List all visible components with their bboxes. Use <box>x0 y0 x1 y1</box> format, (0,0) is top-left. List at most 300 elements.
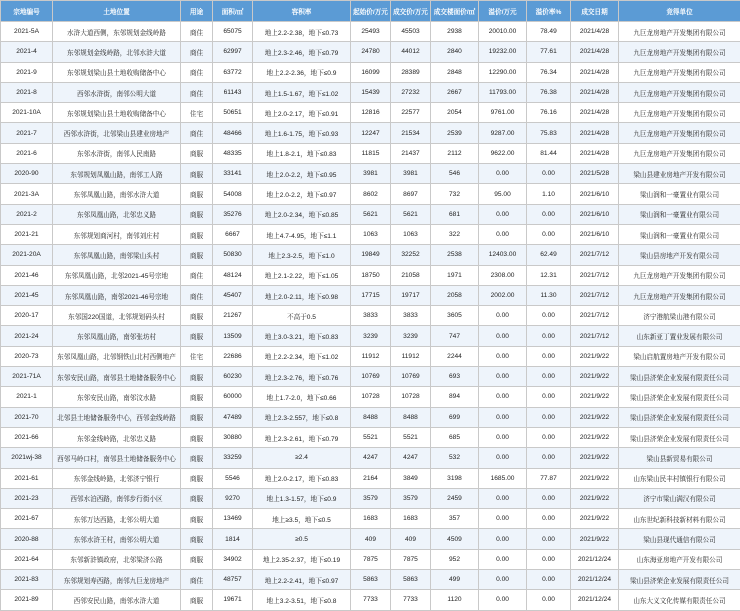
cell-premium-rate: 0.00 <box>527 427 571 447</box>
cell-parcel-id: 2021-66 <box>1 427 53 447</box>
cell-premium: 0.00 <box>479 509 527 529</box>
cell-deal-price: 22577 <box>391 103 431 123</box>
cell-deal-price: 8697 <box>391 184 431 204</box>
cell-usage: 商住 <box>181 570 213 590</box>
cell-area: 21267 <box>213 306 253 326</box>
cell-area: 13469 <box>213 509 253 529</box>
cell-location: 东邻凤凰山路，南邻水浒大道 <box>53 184 181 204</box>
cell-area: 62997 <box>213 42 253 62</box>
cell-winner: 山东世纪新科技新材料有限公司 <box>619 509 740 529</box>
cell-location: 东邻规划凤凰山路，南邻工人路 <box>53 164 181 184</box>
cell-plot-ratio: 地上1.5-1.67，地下≤1.02 <box>253 82 351 102</box>
cell-deal-price: 7733 <box>391 590 431 610</box>
cell-location: 东邻规划金线岭路，北邻水浒大道 <box>53 42 181 62</box>
cell-premium-rate: 12.31 <box>527 265 571 285</box>
cell-winner: 山东梁山民丰村镇银行有限公司 <box>619 468 740 488</box>
cell-premium: 0.00 <box>479 590 527 610</box>
cell-winner: 梁山县房地产开发有限公司 <box>619 245 740 265</box>
cell-location: 东邻金线岭路，北邻济宁银行 <box>53 468 181 488</box>
cell-deal-price: 1683 <box>391 509 431 529</box>
cell-deal-price: 10769 <box>391 367 431 387</box>
cell-location: 西邻水浒街，北邻梁山县建业房地产 <box>53 123 181 143</box>
table-row <box>1 103 740 123</box>
cell-start-price: 11815 <box>351 143 391 163</box>
cell-deal-date: 2021/6/10 <box>571 224 619 244</box>
cell-location: 东邻国220国道，北邻规划码头村 <box>53 306 181 326</box>
cell-area: 48757 <box>213 570 253 590</box>
cell-premium: 12403.00 <box>479 245 527 265</box>
cell-area: 33259 <box>213 448 253 468</box>
table-row <box>1 346 740 366</box>
cell-start-price: 409 <box>351 529 391 549</box>
cell-winner: 梁山润和一豪置业有限公司 <box>619 204 740 224</box>
table-row <box>1 22 740 42</box>
table-row <box>1 549 740 569</box>
cell-parcel-id: 2020-73 <box>1 346 53 366</box>
cell-deal-date: 2021/4/28 <box>571 62 619 82</box>
cell-plot-ratio: 地上1.6-1.75，地下≤0.93 <box>253 123 351 143</box>
header-area: 面积/㎡ <box>213 1 253 22</box>
table-row <box>1 326 740 346</box>
cell-location: 东邻新浒镇政府，北邻梁济公路 <box>53 549 181 569</box>
cell-floor-price: 1971 <box>431 265 479 285</box>
cell-parcel-id: 2021-21 <box>1 224 53 244</box>
table-body <box>1 22 740 611</box>
cell-parcel-id: 2021-64 <box>1 549 53 569</box>
cell-premium-rate: 76.16 <box>527 103 571 123</box>
cell-premium: 0.00 <box>479 306 527 326</box>
cell-floor-price: 532 <box>431 448 479 468</box>
cell-area: 1814 <box>213 529 253 549</box>
cell-winner: 九巨龙房地产开发集团有限公司 <box>619 143 740 163</box>
cell-premium: 0.00 <box>479 407 527 427</box>
cell-winner: 九巨龙房地产开发集团有限公司 <box>619 82 740 102</box>
cell-start-price: 11912 <box>351 346 391 366</box>
cell-deal-date: 2021/9/22 <box>571 509 619 529</box>
table-row <box>1 306 740 326</box>
cell-plot-ratio: 地上2.0-2.17，地下≤0.83 <box>253 468 351 488</box>
cell-parcel-id: 2021-6 <box>1 143 53 163</box>
cell-floor-price: 2244 <box>431 346 479 366</box>
cell-deal-date: 2021/9/22 <box>571 488 619 508</box>
cell-location: 西邻安民山路，南邻水浒大道 <box>53 590 181 610</box>
cell-usage: 商服 <box>181 306 213 326</box>
cell-location: 东邻规划商河村，南邻刘庄村 <box>53 224 181 244</box>
cell-floor-price: 2459 <box>431 488 479 508</box>
cell-deal-date: 2021/9/22 <box>571 448 619 468</box>
cell-premium: 2002.00 <box>479 285 527 305</box>
cell-plot-ratio: 地上2.2-2.36，地下≤0.9 <box>253 62 351 82</box>
cell-plot-ratio: 地上2.1-2.22，地下≤1.05 <box>253 265 351 285</box>
cell-usage: 商服 <box>181 224 213 244</box>
cell-start-price: 10728 <box>351 387 391 407</box>
cell-location: 东邻凤凰山路，北邻2021-45号宗地 <box>53 265 181 285</box>
cell-premium-rate: 0.00 <box>527 448 571 468</box>
header-premium-rate: 溢价率% <box>527 1 571 22</box>
cell-usage: 商住 <box>181 22 213 42</box>
cell-deal-price: 10728 <box>391 387 431 407</box>
cell-start-price: 17715 <box>351 285 391 305</box>
cell-location: 东邻水浒街，南邻人民南路 <box>53 143 181 163</box>
cell-parcel-id: 2021-83 <box>1 570 53 590</box>
cell-start-price: 10769 <box>351 367 391 387</box>
cell-deal-date: 2021/4/28 <box>571 143 619 163</box>
cell-premium-rate: 76.38 <box>527 82 571 102</box>
cell-deal-price: 11912 <box>391 346 431 366</box>
cell-area: 50830 <box>213 245 253 265</box>
table-row <box>1 42 740 62</box>
cell-start-price: 7733 <box>351 590 391 610</box>
cell-start-price: 18750 <box>351 265 391 285</box>
cell-deal-date: 2021/7/12 <box>571 245 619 265</box>
cell-premium: 19232.00 <box>479 42 527 62</box>
cell-start-price: 1683 <box>351 509 391 529</box>
cell-premium-rate: 81.44 <box>527 143 571 163</box>
cell-winner: 梁山县济荣企业发展有限责任公司 <box>619 367 740 387</box>
cell-parcel-id: 2021-9 <box>1 62 53 82</box>
cell-parcel-id: 2021-5A <box>1 22 53 42</box>
cell-area: 54008 <box>213 184 253 204</box>
cell-deal-date: 2021/4/28 <box>571 82 619 102</box>
cell-parcel-id: 2021-71A <box>1 367 53 387</box>
cell-winner: 梁山县建业房地产开发有限公司 <box>619 164 740 184</box>
cell-premium: 1685.00 <box>479 468 527 488</box>
table-header-row <box>1 1 740 22</box>
cell-location: 东邻规划梁山县土地收购储备中心 <box>53 103 181 123</box>
cell-premium-rate: 75.83 <box>527 123 571 143</box>
cell-usage: 商服 <box>181 204 213 224</box>
cell-floor-price: 2539 <box>431 123 479 143</box>
cell-parcel-id: 2021-24 <box>1 326 53 346</box>
cell-location: 东邻凤凰山路，南邻2021-46号宗地 <box>53 285 181 305</box>
cell-winner: 梁山润和一豪置业有限公司 <box>619 184 740 204</box>
cell-deal-price: 3239 <box>391 326 431 346</box>
cell-parcel-id: 2021-8 <box>1 82 53 102</box>
cell-premium-rate: 0.00 <box>527 549 571 569</box>
cell-area: 5546 <box>213 468 253 488</box>
table-row <box>1 509 740 529</box>
cell-parcel-id: 2020-17 <box>1 306 53 326</box>
cell-area: 22686 <box>213 346 253 366</box>
table-row <box>1 265 740 285</box>
cell-winner: 梁山县济荣企业发展有限责任公司 <box>619 387 740 407</box>
cell-start-price: 12247 <box>351 123 391 143</box>
cell-premium-rate: 0.00 <box>527 509 571 529</box>
cell-plot-ratio: 不高于0.5 <box>253 306 351 326</box>
cell-premium-rate: 0.00 <box>527 326 571 346</box>
cell-premium-rate: 77.87 <box>527 468 571 488</box>
cell-start-price: 4247 <box>351 448 391 468</box>
cell-premium: 9622.00 <box>479 143 527 163</box>
cell-deal-price: 44012 <box>391 42 431 62</box>
cell-floor-price: 2848 <box>431 62 479 82</box>
cell-plot-ratio: 地上2.3-2.61，地下≤0.79 <box>253 427 351 447</box>
cell-floor-price: 2667 <box>431 82 479 102</box>
cell-deal-price: 3579 <box>391 488 431 508</box>
cell-deal-date: 2021/9/22 <box>571 529 619 549</box>
cell-parcel-id: 2021-61 <box>1 468 53 488</box>
cell-floor-price: 322 <box>431 224 479 244</box>
cell-start-price: 3579 <box>351 488 391 508</box>
cell-usage: 商住 <box>181 123 213 143</box>
cell-deal-price: 3833 <box>391 306 431 326</box>
cell-location: 北邻县土地储备服务中心，西邻金线岭路 <box>53 407 181 427</box>
cell-deal-date: 2021/7/12 <box>571 265 619 285</box>
cell-premium-rate: 62.49 <box>527 245 571 265</box>
cell-usage: 商服 <box>181 468 213 488</box>
table-row <box>1 285 740 305</box>
cell-area: 13509 <box>213 326 253 346</box>
cell-start-price: 24780 <box>351 42 391 62</box>
cell-parcel-id: 2021-67 <box>1 509 53 529</box>
cell-floor-price: 546 <box>431 164 479 184</box>
cell-usage: 商服 <box>181 488 213 508</box>
cell-area: 34902 <box>213 549 253 569</box>
cell-deal-price: 5521 <box>391 427 431 447</box>
cell-floor-price: 1120 <box>431 590 479 610</box>
cell-deal-price: 21437 <box>391 143 431 163</box>
cell-premium: 0.00 <box>479 570 527 590</box>
cell-premium: 9287.00 <box>479 123 527 143</box>
cell-usage: 商住 <box>181 82 213 102</box>
cell-area: 33141 <box>213 164 253 184</box>
cell-winner: 梁山县济荣企业发展有限责任公司 <box>619 427 740 447</box>
header-location: 土地位置 <box>53 1 181 22</box>
cell-plot-ratio: 地上2.0-2.2，地下≤0.95 <box>253 164 351 184</box>
cell-start-price: 15439 <box>351 82 391 102</box>
cell-winner: 梁山润和一豪置业有限公司 <box>619 224 740 244</box>
cell-premium-rate: 0.00 <box>527 387 571 407</box>
cell-parcel-id: 2020-88 <box>1 529 53 549</box>
cell-premium-rate: 76.34 <box>527 62 571 82</box>
cell-floor-price: 357 <box>431 509 479 529</box>
cell-floor-price: 499 <box>431 570 479 590</box>
cell-deal-date: 2021/7/12 <box>571 306 619 326</box>
cell-parcel-id: 2021-2 <box>1 204 53 224</box>
cell-location: 东邻凤凰山路，北邻忠义路 <box>53 204 181 224</box>
cell-winner: 九巨龙房地产开发集团有限公司 <box>619 103 740 123</box>
cell-winner: 九巨龙房地产开发集团有限公司 <box>619 123 740 143</box>
cell-location: 西邻水泊西路，南邻步行街小区 <box>53 488 181 508</box>
table-row <box>1 387 740 407</box>
cell-winner: 济宁市梁山满汉有限公司 <box>619 488 740 508</box>
cell-deal-price: 28389 <box>391 62 431 82</box>
cell-premium: 95.00 <box>479 184 527 204</box>
cell-floor-price: 2054 <box>431 103 479 123</box>
cell-start-price: 3833 <box>351 306 391 326</box>
cell-usage: 商服 <box>181 367 213 387</box>
cell-location: 水浒大道西侧，东邻规划金线岭路 <box>53 22 181 42</box>
cell-location: 东邻凤凰山路，南邻梁山头村 <box>53 245 181 265</box>
cell-plot-ratio: ≥2.4 <box>253 448 351 468</box>
cell-parcel-id: 2021-23 <box>1 488 53 508</box>
table-row <box>1 590 740 610</box>
cell-usage: 商服 <box>181 448 213 468</box>
cell-parcel-id: 2021-1 <box>1 387 53 407</box>
cell-premium: 0.00 <box>479 549 527 569</box>
cell-area: 19671 <box>213 590 253 610</box>
cell-usage: 商服 <box>181 164 213 184</box>
cell-deal-date: 2021/4/28 <box>571 22 619 42</box>
cell-winner: 九巨龙房地产开发集团有限公司 <box>619 265 740 285</box>
cell-premium: 2308.00 <box>479 265 527 285</box>
cell-premium: 0.00 <box>479 529 527 549</box>
cell-floor-price: 693 <box>431 367 479 387</box>
cell-plot-ratio: 地上3.0-3.21，地下≤0.83 <box>253 326 351 346</box>
header-usage: 用途 <box>181 1 213 22</box>
cell-deal-price: 45503 <box>391 22 431 42</box>
cell-deal-date: 2021/7/12 <box>571 326 619 346</box>
cell-premium-rate: 0.00 <box>527 224 571 244</box>
cell-floor-price: 699 <box>431 407 479 427</box>
cell-usage: 商住 <box>181 62 213 82</box>
cell-deal-date: 2021/12/24 <box>571 570 619 590</box>
cell-premium-rate: 0.00 <box>527 590 571 610</box>
cell-premium: 0.00 <box>479 164 527 184</box>
cell-winner: 山东海亚房地产开发有限公司 <box>619 549 740 569</box>
cell-parcel-id: 2021-20A <box>1 245 53 265</box>
cell-winner: 九巨龙房地产开发集团有限公司 <box>619 285 740 305</box>
cell-deal-date: 2021/9/22 <box>571 427 619 447</box>
cell-premium: 9761.00 <box>479 103 527 123</box>
cell-floor-price: 952 <box>431 549 479 569</box>
cell-usage: 商服 <box>181 184 213 204</box>
header-floor-price: 成交楼面价/㎡ <box>431 1 479 22</box>
cell-usage: 住宅 <box>181 103 213 123</box>
table-row <box>1 82 740 102</box>
cell-floor-price: 2938 <box>431 22 479 42</box>
cell-winner: 九巨龙房地产开发集团有限公司 <box>619 42 740 62</box>
cell-plot-ratio: 地上≥3.5，地下≤0.5 <box>253 509 351 529</box>
cell-plot-ratio: 地上1.7-2.0，地下≤0.66 <box>253 387 351 407</box>
cell-location: 东邻金线岭路，北邻忠义路 <box>53 427 181 447</box>
cell-premium: 11793.00 <box>479 82 527 102</box>
cell-area: 65075 <box>213 22 253 42</box>
cell-winner: 梁山县现代通信有限公司 <box>619 529 740 549</box>
cell-winner: 梁山县新贸易有限公司 <box>619 448 740 468</box>
cell-location: 东邻安民山路，南邻县土地储备服务中心 <box>53 367 181 387</box>
header-winner: 竞得单位 <box>619 1 740 22</box>
cell-premium: 0.00 <box>479 448 527 468</box>
cell-plot-ratio: 地上1.8-2.1，地下≤0.83 <box>253 143 351 163</box>
cell-parcel-id: 2021wj-38 <box>1 448 53 468</box>
table-row <box>1 224 740 244</box>
cell-winner: 九巨龙房地产开发集团有限公司 <box>619 62 740 82</box>
cell-usage: 商住 <box>181 265 213 285</box>
cell-deal-date: 2021/12/24 <box>571 590 619 610</box>
table-row <box>1 62 740 82</box>
cell-deal-price: 21058 <box>391 265 431 285</box>
cell-winner: 九巨龙房地产开发集团有限公司 <box>619 22 740 42</box>
cell-plot-ratio: 地上2.2-2.38，地下≤0.73 <box>253 22 351 42</box>
cell-premium: 0.00 <box>479 387 527 407</box>
cell-start-price: 5863 <box>351 570 391 590</box>
cell-deal-date: 2021/9/22 <box>571 367 619 387</box>
cell-deal-price: 3981 <box>391 164 431 184</box>
cell-start-price: 3239 <box>351 326 391 346</box>
cell-winner: 山东大义文化传媒有限责任公司 <box>619 590 740 610</box>
table-row <box>1 468 740 488</box>
cell-premium-rate: 0.00 <box>527 164 571 184</box>
cell-deal-price: 19717 <box>391 285 431 305</box>
cell-start-price: 7875 <box>351 549 391 569</box>
cell-plot-ratio: 地上2.0-2.2，地下≤0.97 <box>253 184 351 204</box>
cell-plot-ratio: 地上2.0-2.17，地下≤0.91 <box>253 103 351 123</box>
cell-start-price: 25493 <box>351 22 391 42</box>
cell-usage: 商服 <box>181 387 213 407</box>
table-row <box>1 488 740 508</box>
cell-location: 东邻凤凰山路，北邻钢铁山北村西侧地产 <box>53 346 181 366</box>
cell-premium-rate: 1.10 <box>527 184 571 204</box>
table-row <box>1 427 740 447</box>
table-row <box>1 123 740 143</box>
header-premium: 溢价/万元 <box>479 1 527 22</box>
cell-winner: 梁山县济荣企业发展有限责任公司 <box>619 570 740 590</box>
cell-floor-price: 732 <box>431 184 479 204</box>
cell-floor-price: 4509 <box>431 529 479 549</box>
cell-premium-rate: 0.00 <box>527 407 571 427</box>
cell-deal-price: 1063 <box>391 224 431 244</box>
table-row <box>1 164 740 184</box>
cell-premium-rate: 0.00 <box>527 570 571 590</box>
cell-floor-price: 3605 <box>431 306 479 326</box>
header-plot-ratio: 容积率 <box>253 1 351 22</box>
table-row <box>1 367 740 387</box>
cell-location: 东邻安民山路，南邻汶水路 <box>53 387 181 407</box>
cell-plot-ratio: 地上2.2-2.34，地下≤1.02 <box>253 346 351 366</box>
table-row <box>1 448 740 468</box>
cell-deal-date: 2021/6/10 <box>571 184 619 204</box>
cell-area: 50651 <box>213 103 253 123</box>
table-row <box>1 143 740 163</box>
cell-parcel-id: 2021-4 <box>1 42 53 62</box>
cell-start-price: 8602 <box>351 184 391 204</box>
table-row <box>1 204 740 224</box>
cell-plot-ratio: 地上3.2-3.51，地下≤0.8 <box>253 590 351 610</box>
cell-floor-price: 747 <box>431 326 479 346</box>
cell-parcel-id: 2020-90 <box>1 164 53 184</box>
cell-plot-ratio: 地上2.2-2.41，地下≤0.97 <box>253 570 351 590</box>
cell-area: 60000 <box>213 387 253 407</box>
cell-area: 35276 <box>213 204 253 224</box>
header-deal-price: 成交价/万元 <box>391 1 431 22</box>
cell-area: 48335 <box>213 143 253 163</box>
header-start-price: 起始价/万元 <box>351 1 391 22</box>
cell-start-price: 8488 <box>351 407 391 427</box>
cell-usage: 商服 <box>181 509 213 529</box>
cell-winner: 梁山启航置房地产开发有限公司 <box>619 346 740 366</box>
cell-premium-rate: 77.61 <box>527 42 571 62</box>
cell-premium: 0.00 <box>479 427 527 447</box>
cell-deal-price: 409 <box>391 529 431 549</box>
cell-plot-ratio: 地上2.3-2.557，地下≤0.8 <box>253 407 351 427</box>
cell-premium: 0.00 <box>479 204 527 224</box>
cell-winner: 山东新亚丁置业发展有限公司 <box>619 326 740 346</box>
cell-deal-date: 2021/4/28 <box>571 42 619 62</box>
cell-plot-ratio: 地上1.3-1.57，地下≤0.9 <box>253 488 351 508</box>
cell-premium: 12290.00 <box>479 62 527 82</box>
cell-parcel-id: 2021-89 <box>1 590 53 610</box>
cell-deal-price: 27232 <box>391 82 431 102</box>
cell-location: 西邻马岭口村，南邻县土地储备服务中心 <box>53 448 181 468</box>
cell-deal-date: 2021/6/10 <box>571 204 619 224</box>
cell-floor-price: 681 <box>431 204 479 224</box>
cell-location: 东邻规划梁山县土地收购储备中心 <box>53 62 181 82</box>
cell-usage: 商服 <box>181 427 213 447</box>
cell-plot-ratio: 地上2.0-2.11，地下≤0.98 <box>253 285 351 305</box>
cell-deal-price: 21534 <box>391 123 431 143</box>
cell-floor-price: 894 <box>431 387 479 407</box>
